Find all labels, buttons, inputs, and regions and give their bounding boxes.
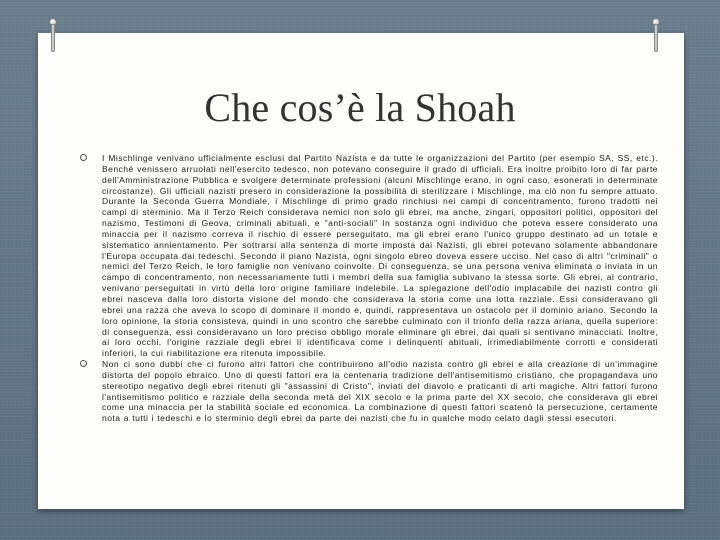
pushpin-icon [651,18,661,56]
bullet-text: Non ci sono dubbi che ci furono altri fattori che contribuirono all'odio nazista contro gli ebrei e alla creazione di un'immagine distorta del popolo ebraico. Uno di questi fattori era la centenaria tradizione dell'antisemitismo cristiano, che propagandava uno stereotipo negativo degli ebrei ritenuti gli "assassini di Cristo", inviati del diavolo e praticanti di arti magiche. Altri fattori furono l'antisemitismo politico e razziale della seconda metà del XIX secolo e la prima parte del XX secolo, che considerava gli ebrei come una minaccia per la stabilità sociale ed economica. La combinazione di questi fattori scatenò la persecuzione, certamente nota a tutti i tedeschi e lo sterminio degli ebrei da parte dei nazisti che fu in qualche modo celato dagli stessi esecutori. [102,359,658,424]
bullet-item [80,153,658,359]
bullet-text: I Mischlinge venivano ufficialmente esclusi dal Partito Nazista e da tutte le organizzazioni del Partito (per esempio SA, SS, etc.). Benché venissero arruolati nell'esercito tedesco, non potevano conseguire il grado di ufficiali. Era inoltre proibito loro di far parte dell'Amministrazione Pubblica e svolgere determinate professioni (alcuni Mischlinge erano, in ogni caso, esonerati in determinate circostanze). Gli ufficiali nazisti presero in considerazione la possibilità di sterilizzare i Mischlinge, ma ciò non fu sempre attuato. Durante la Seconda Guerra Mondiale, i Mischlinge di primo grado rinchiusi nei campi di concentramento, furono tradotti nei campi di sterminio. Ma il Terzo Reich considerava nemici non solo gli ebrei, ma anche, zingari, oppositori politici, oppositori del nazismo, Testimoni di Geova, criminali abituali, e "anti-sociali" In sostanza ogni individuo che poteva essere considerato una minaccia per il nazismo correva il rischio di essere perseguitato, ma gli ebrei erano l'unico gruppo destinato ad un totale e sistematico annientamento. Per sottrarsi alla sentenza di morte imposta dai Nazisti, gli ebrei potevano solamente abbandonare l'Europa occupata dai tedeschi. Secondo il piano Nazista, ogni singolo ebreo doveva essere ucciso. Nel caso di altri "criminali" o nemici del Terzo Reich, le loro famiglie non venivano coinvolte. Di conseguenza, se una persona veniva eliminata o inviata in un campo di concentramento, non necessariamente tutti i membri della sua famiglia subivano la stessa sorte. Gli ebrei, al contrario, venivano perseguitati in virtù della loro origine familiare indelebile. La spiegazione dell'odio implacabile dei nazisti contro gli ebrei nasceva dalla loro distorta visione del mondo che considerava la storia come una lotta razziale. Essi consideravano gli ebrei una razza che aveva lo scopo di dominare il mondo e, quindi, rappresentava un ostacolo per il dominio ariano. Secondo la loro opinione, la storia consisteva, quindi in uno scontro che sarebbe culminato con il trionfo della razza ariana, quella superiore: di conseguenza, essi consideravano un loro preciso obbligo morale eliminare gli ebrei, dai quali si sentivano minacciati. Inoltre, ai loro occhi, l'origine razziale degli ebrei li identificava come i delinquenti abituali, irrimediabilmente corrotti e considerati inferiori, la cui riabilitazione era ritenuta impossibile. [102,153,658,359]
bullet-item [80,359,658,424]
hollow-circle-bullet-icon [80,154,87,161]
pushpin-icon [48,18,58,56]
slide-title: Che cos’è la Shoah [204,85,516,130]
hollow-circle-bullet-icon [80,360,87,367]
bullet-list [80,153,658,424]
